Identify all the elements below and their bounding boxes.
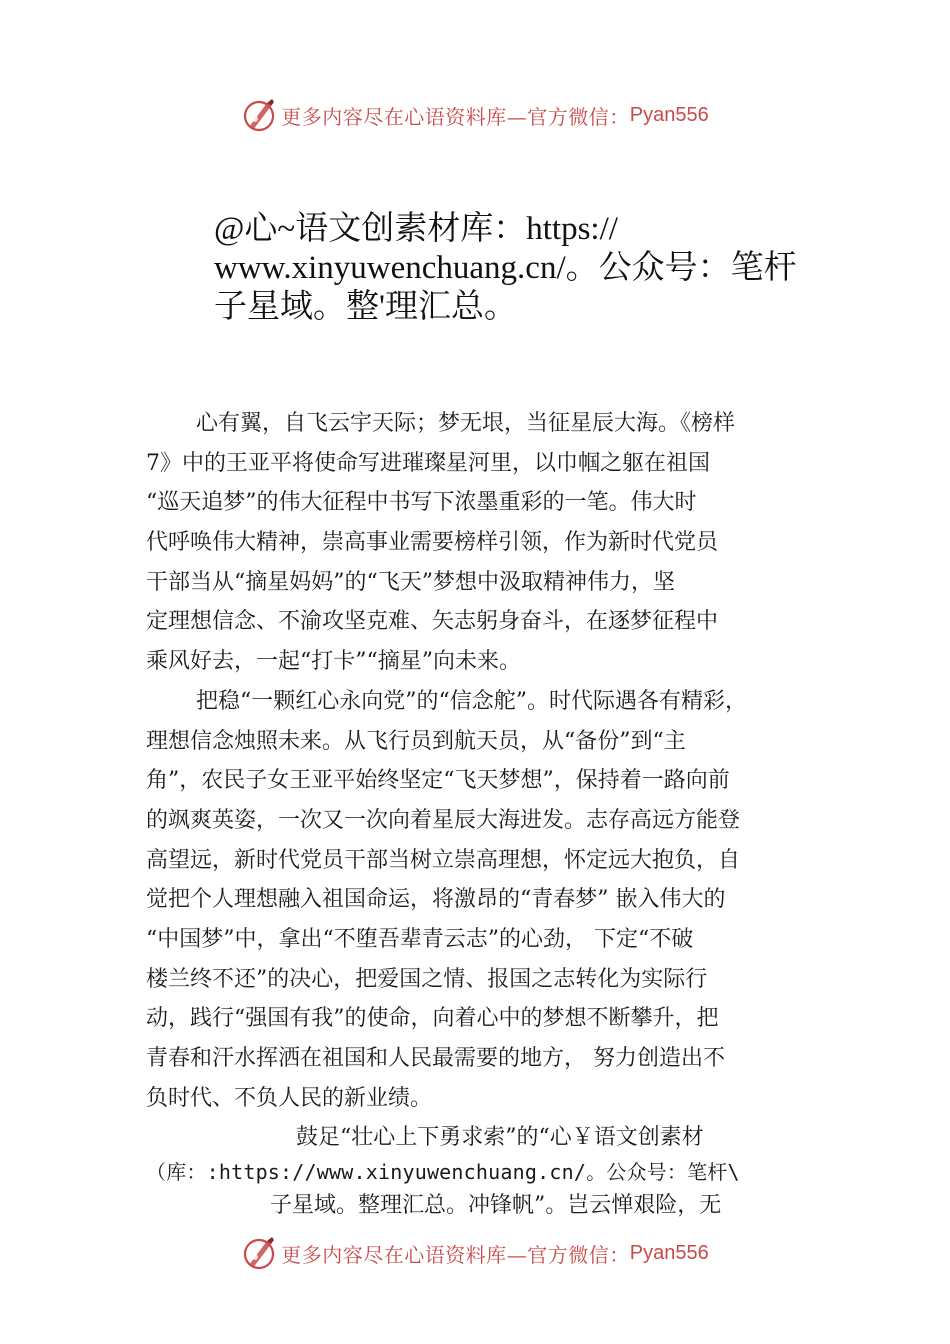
paragraph-1-line: 7》中的王亚平将使命写进璀璨星河里，以巾帼之躯在祖国 xyxy=(146,450,710,476)
heading-line: www.xinyuwenchuang.cn/。公众号：笔杆 xyxy=(214,250,797,286)
paragraph-2-line: 理想信念烛照未来。从飞行员到航天员，从“备份”到“主 xyxy=(146,728,686,754)
paragraph-2-line: 高望远，新时代党员干部当树立崇高理想，怀定远大抱负，自 xyxy=(146,847,741,873)
paragraph-2-line: 青春和汗水挥洒在祖国和人民最需要的地方， 努力创造出不 xyxy=(146,1046,725,1071)
paragraph-2-line: 负时代、不负人民的新业绩。 xyxy=(146,1085,433,1111)
paragraph-1-line: 乘风好去，一起“打卡”“摘星”向未来。 xyxy=(146,649,521,675)
document-heading xyxy=(214,210,854,327)
paragraph-1-line: 代呼唤伟大精神，崇高事业需要榜样引领，作为新时代党员 xyxy=(146,530,719,556)
paragraph-1-line: 干部当从“摘星妈妈”的“飞天”梦想中汲取精神伟力，坚 xyxy=(146,569,675,595)
paragraph-2-line: 的飒爽英姿，一次又一次向着星辰大海进发。志存高远方能登 xyxy=(146,807,741,833)
paragraph-1-line: 心有翼，自飞云宇天际；梦无垠，当征星辰大海。《榜样 xyxy=(196,411,736,436)
footer-banner xyxy=(0,1233,950,1273)
banner-text: 更多内容尽在心语资料库—官方微信： xyxy=(281,1242,630,1267)
wechat-id: Pyan556 xyxy=(629,1241,709,1264)
paragraph-2-line: 楼兰终不还”的决心，把爱国之情、报国之志转化为实际行 xyxy=(146,966,708,992)
heading-line: @心~语文创素材库：https:// xyxy=(214,211,618,247)
pen-logo-icon xyxy=(241,1235,277,1271)
paragraph-3-line: （库：:https://www.xinyuwenchuang.cn/。公众号：笔杆\ xyxy=(146,1160,740,1185)
banner-text: 更多内容尽在心语资料库—官方微信： xyxy=(281,104,630,129)
pen-logo-icon xyxy=(241,97,277,133)
paragraph-3-line: 鼓足“壮心上下勇求索”的“心￥语文创素材 xyxy=(296,1125,704,1151)
paragraph-1-line: 定理想信念、不渝攻坚克难、矢志躬身奋斗，在逐梦征程中 xyxy=(146,609,719,635)
paragraph-2-line: 觉把个人理想融入祖国命运，将激昂的“青春梦” 嵌入伟大的 xyxy=(146,887,726,913)
paragraph-3-line: 子星域。整理汇总。冲锋帆”。岂云惮艰险，无 xyxy=(270,1193,722,1219)
paragraph-1-line: “巡天追梦”的伟大征程中书写下浓墨重彩的一笔。伟大时 xyxy=(146,490,697,516)
paragraph-2-line: 角”，农民子女王亚平始终坚定“飞天梦想”，保持着一路向前 xyxy=(146,768,730,794)
heading-line: 子星域。整'理汇总。 xyxy=(214,289,517,325)
paragraph-2-line: 动，践行“强国有我”的使命，向着心中的梦想不断攀升，把 xyxy=(146,1006,719,1032)
paragraph-2-line: “中国梦”中，拿出“不堕吾辈青云志”的心劲， 下定“不破 xyxy=(146,926,694,952)
wechat-id: Pyan556 xyxy=(629,103,709,126)
document-body xyxy=(146,404,836,1226)
paragraph-2-line: 把稳“一颗红心永向党”的“信念舵”。时代际遇各有精彩， xyxy=(196,688,747,714)
header-banner xyxy=(0,95,950,135)
